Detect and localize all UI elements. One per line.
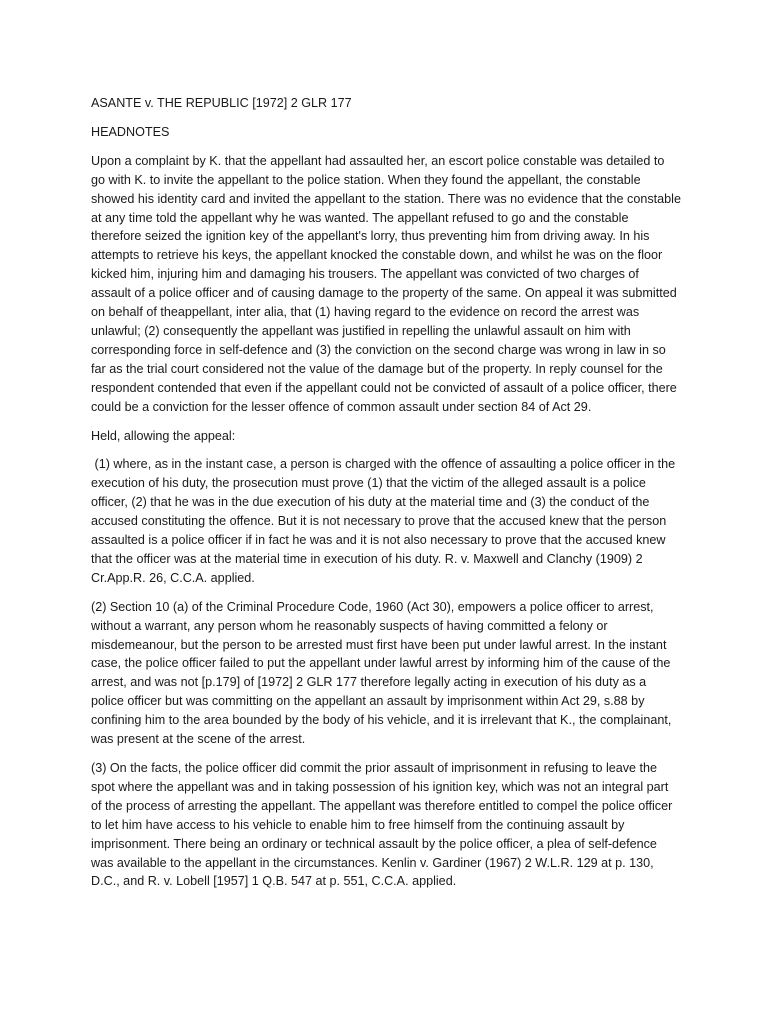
holding-3-paragraph: (3) On the facts, the police officer did commit the prior assault of imprisonment in refusing to leave the spot where the appellant was and in taking possession of his ignition key, which was not an integral part of the process of arresting the appellant. The appellant was therefore entitled to compel the police officer to let him have access to his vehicle to enable him to free himself from the continuing assault by imprisonment. There being an ordinary or technical assault by the police officer, a plea of self-defence was available to the appellant in the circumstances. Kenlin v. Gardiner (1967) 2 W.L.R. 129 at p. 130, D.C., and R. v. Lobell [1957] 1 Q.B. 547 at p. 551, C.C.A. applied. (91, 761, 673, 889)
case-title: ASANTE v. THE REPUBLIC [1972] 2 GLR 177 (91, 96, 352, 110)
facts-paragraph: Upon a complaint by K. that the appellant had assaulted her, an escort police constable was detailed to go with K. to invite the appellant to the police station. When they found the appellant, the constable showed his identity card and invited the appellant to the station. There was no evidence that the constable at any time told the appellant why he was wanted. The appellant refused to go and the constable therefore seized the ignition key of the appellant's lorry, thus preventing him from driving away. In his attempts to retrieve his keys, the appellant knocked the constable down, and whilst he was on the floor kicked him, injuring him and damaging his trousers. The appellant was convicted of two charges of assault of a police officer and of causing damage to the property of the same. On appeal it was submitted on behalf of theappellant, inter alia, that (1) having regard to the evidence on record the arrest was unlawful; (2) consequently the appellant was justified in repelling the unlawful assault on him with corresponding force in self-defence and (3) the conviction on the second charge was wrong in law in so far as the trial court considered not the value of the damage but of the property. In reply counsel for the respondent contended that even if the appellant could not be convicted of assault of a police officer, there could be a conviction for the lesser offence of common assault under section 84 of Act 29. (91, 153, 681, 414)
held-paragraph: Held, allowing the appeal: (91, 428, 236, 443)
holding-1-paragraph: (1) where, as in the instant case, a person is charged with the offence of assaulting a police officer in the execution of his duty, the prosecution must prove (1) that the victim of the alleged assault is a police officer, (2) that he was in the due execution of his duty at the material time and (3) the conduct of the accused constituting the offence. But it is not necessary to prove that the accused knew that the person assaulted is a police officer if in fact he was and it is not also necessary to prove that the accused knew that the officer was at the material time in execution of his duty. R. v. Maxwell and Clanchy (1909) 2 Cr.App.R. 26, C.C.A. applied. (91, 457, 679, 585)
section-heading: HEADNOTES (91, 124, 170, 139)
document-page (91, 94, 681, 901)
holding-2-paragraph: (2) Section 10 (a) of the Criminal Procedure Code, 1960 (Act 30), empowers a police officer to arrest, without a warrant, any person whom he reasonably suspects of having committed a felony or misdemeanour, but the person to be arrested must first have been put under lawful arrest. In the instant case, the police officer failed to put the appellant under lawful arrest by informing him of the cause of the arrest, and was not [p.179] of [1972] 2 GLR 177 therefore legally acting in execution of his duty as a police officer but was committing on the appellant an assault by imprisonment within Act 29, s.88 by confining him to the area bounded by the body of his vehicle, and it is irrelevant that K., the complainant, was present at the scene of the arrest. (91, 599, 672, 747)
